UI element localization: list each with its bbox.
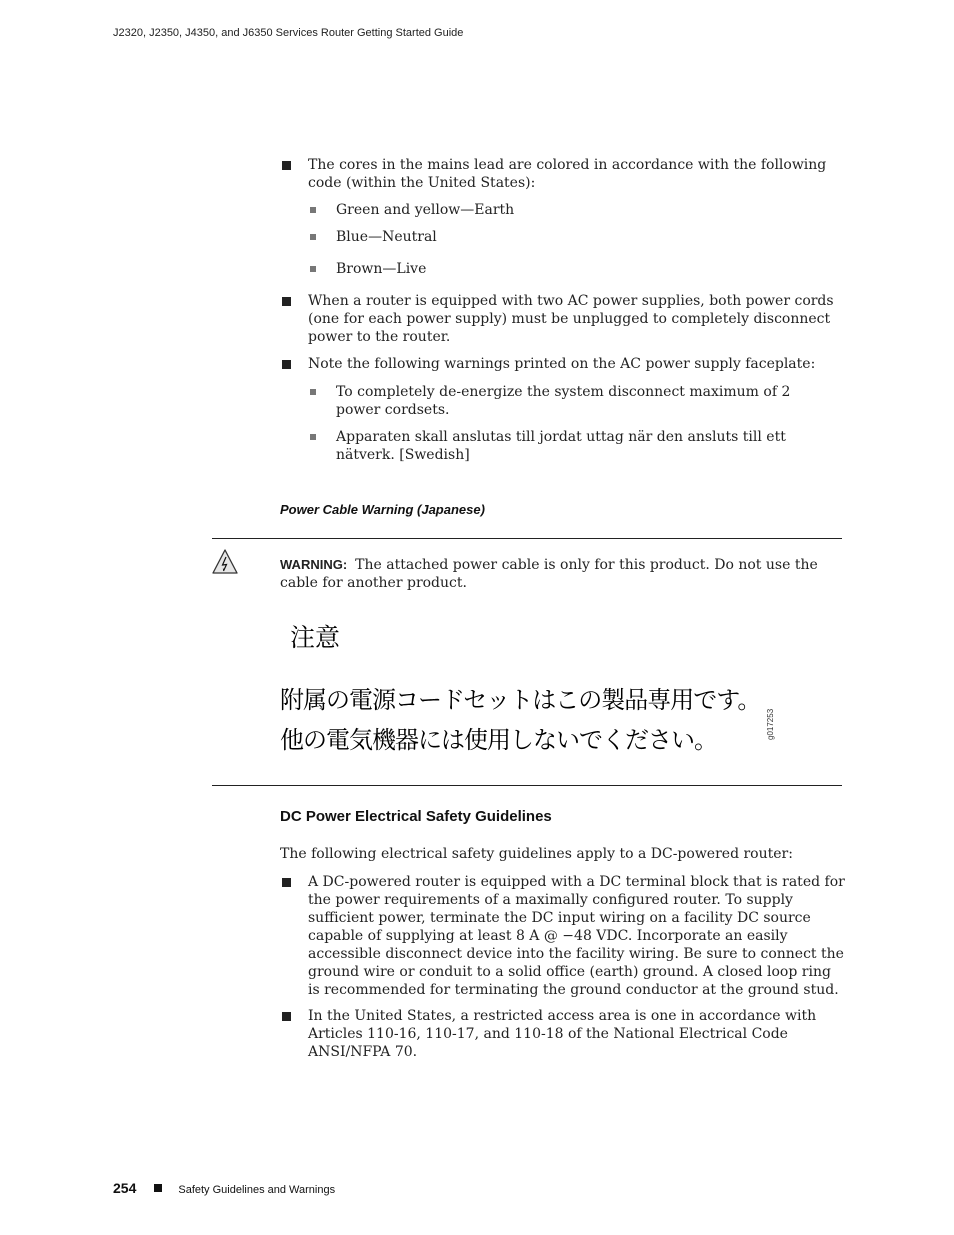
warning-paragraph (280, 556, 845, 592)
sub-list-item: Apparaten skall anslutas till jordat uttag när den ansluts till ett nätverk. [Swedish] (336, 429, 786, 463)
list-item: In the United States, a restricted access area is one in accordance with Articles 110-16, 110-17, and 110-18 of the National Electrical Code ANSI/NFPA 70. (308, 1008, 817, 1060)
section-heading: DC Power Electrical Safety Guidelines (280, 808, 552, 825)
bullet-marker (282, 360, 291, 369)
sub-bullet-marker (310, 434, 316, 440)
divider (212, 785, 842, 786)
bullet-marker (282, 161, 291, 170)
bullet-marker (282, 297, 291, 306)
subsection-heading: Power Cable Warning (Japanese) (280, 502, 485, 517)
japanese-warning-line: 他の電気機器には使用しないでください。 (280, 726, 717, 754)
list-item: The cores in the mains lead are colored in accordance with the following code (within the United States): (308, 157, 827, 191)
sub-list-item: Blue—Neutral (336, 229, 437, 245)
sub-list-item: Green and yellow—Earth (336, 202, 515, 218)
footer-separator (154, 1184, 162, 1192)
list-item: A DC-powered router is equipped with a DC terminal block that is rated for the power requirements of a maximally configured router. To supply sufficient power, terminate the DC input wiring on a facility DC source capable of supplying at least 8 A @ −48 VDC. Incorporate an easily accessible disconnect device into the facility wiring. Be sure to connect the ground wire or conduit to a solid office (earth) ground. A closed loop ring is recommended for terminating the ground conductor at the ground stud. (308, 874, 845, 998)
sub-bullet-marker (310, 234, 316, 240)
bullet-marker (282, 878, 291, 887)
japanese-warning-line: 附属の電源コードセットはこの製品専用です。 (280, 686, 761, 714)
intro-paragraph: The following electrical safety guidelines apply to a DC-powered router: (280, 846, 793, 862)
bullet-marker (282, 1012, 291, 1021)
figure-id: g017253 (766, 708, 775, 740)
sub-bullet-marker (310, 207, 316, 213)
sub-bullet-marker (310, 389, 316, 395)
page-number: 254 (113, 1180, 137, 1196)
sub-list-item: Brown—Live (336, 261, 427, 277)
electric-hazard-icon (211, 548, 239, 576)
footer-section-title: Safety Guidelines and Warnings (178, 1184, 336, 1196)
page-footer (113, 1180, 335, 1198)
list-item: When a router is equipped with two AC power supplies, both power cords (one for each power supply) must be unplugged to completely disconnect power to the router. (308, 293, 834, 345)
sub-list-item: To completely de-energize the system disconnect maximum of 2 power cordsets. (336, 384, 791, 418)
sub-bullet-marker (310, 266, 316, 272)
warning-text: The attached power cable is only for this product. Do not use the cable for another product. (280, 557, 818, 591)
warning-label: WARNING: (280, 557, 348, 572)
running-header: J2320, J2350, J4350, and J6350 Services Router Getting Started Guide (113, 27, 464, 39)
list-item: Note the following warnings printed on the AC power supply faceplate: (308, 356, 816, 372)
japanese-title: 注意 (290, 623, 341, 652)
divider (212, 538, 842, 539)
